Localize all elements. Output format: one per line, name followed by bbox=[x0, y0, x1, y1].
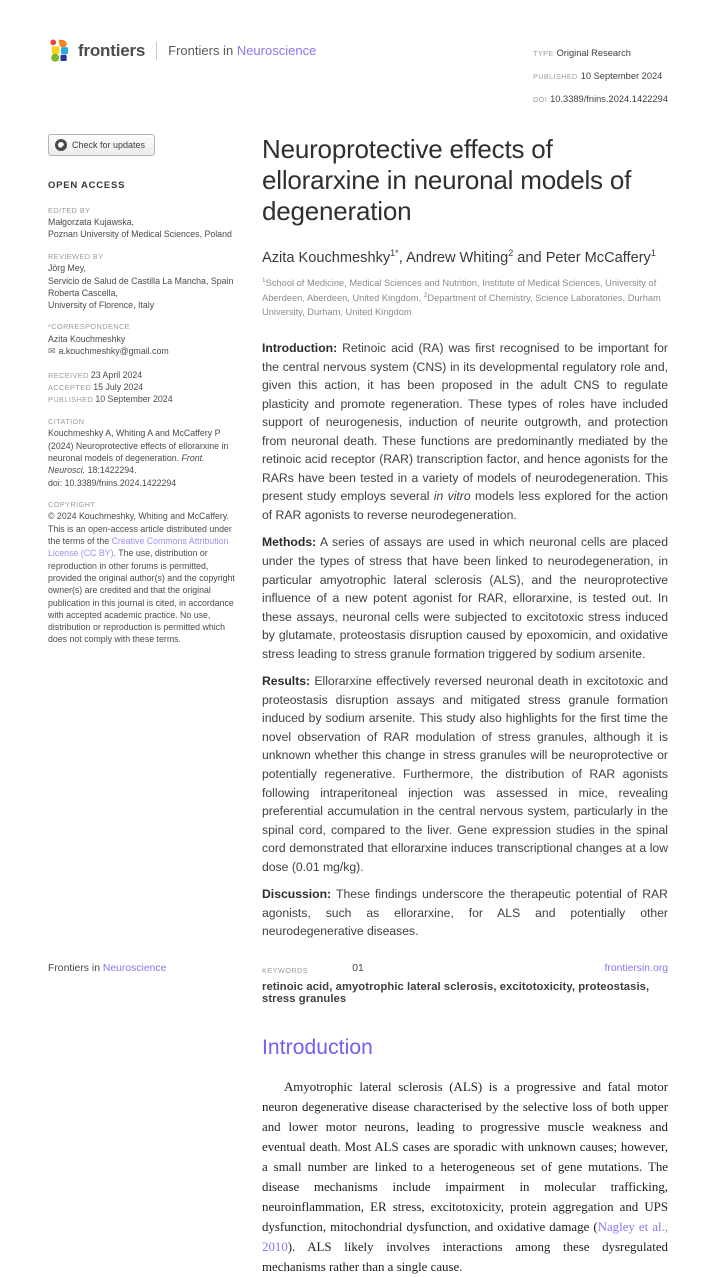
correspondence-email-row bbox=[48, 345, 236, 358]
meta-doi-value: 10.3389/fnins.2024.1422294 bbox=[550, 94, 668, 105]
content-columns bbox=[0, 110, 707, 1277]
introduction-paragraph bbox=[262, 1077, 668, 1277]
editor-affiliation: Poznan University of Medical Sciences, Poland bbox=[48, 229, 232, 240]
meta-type-label: TYPE bbox=[533, 49, 554, 58]
correspondence-email-link[interactable]: a.kouchmeshky@gmail.com bbox=[58, 346, 169, 357]
meta-published-label: PUBLISHED bbox=[533, 72, 578, 82]
abstract-discussion bbox=[262, 885, 668, 941]
citation-group bbox=[48, 417, 236, 489]
accepted-label: ACCEPTED bbox=[48, 383, 92, 393]
reviewer-affiliation: University of Florence, Italy bbox=[48, 300, 155, 311]
copyright-group bbox=[48, 500, 236, 646]
author-2-sup: 2 bbox=[508, 248, 514, 259]
accepted-row bbox=[48, 381, 236, 393]
abstract-methods-label: Methods: bbox=[262, 535, 317, 550]
page-header bbox=[0, 0, 707, 110]
copyright-label: COPYRIGHT bbox=[48, 499, 96, 509]
received-label: RECEIVED bbox=[48, 370, 89, 380]
crossmark-icon bbox=[55, 139, 67, 151]
affiliation-2-sup: 2 bbox=[423, 292, 428, 300]
dates-group bbox=[48, 369, 236, 406]
author-1[interactable]: Azita Kouchmeshky bbox=[262, 249, 391, 266]
introduction-text-after: ). ALS likely involves interactions among these dysregulated mechanisms rather than a single cause. bbox=[262, 1239, 668, 1274]
cc-by-license-link[interactable]: Creative Commons Attribution License (CC BY) bbox=[48, 535, 229, 559]
editor-name: Małgorzata Kujawska, bbox=[48, 217, 135, 228]
citation-doi: doi: 10.3389/fnins.2024.1422294 bbox=[48, 477, 177, 488]
abstract-methods bbox=[262, 533, 668, 663]
correspondence-name: Azita Kouchmeshky bbox=[48, 333, 126, 344]
abstract-results bbox=[262, 672, 668, 876]
author-separator: and bbox=[513, 249, 546, 266]
meta-type-row bbox=[533, 40, 668, 63]
reviewed-by-label: REVIEWED BY bbox=[48, 251, 104, 261]
received-row bbox=[48, 369, 236, 381]
article-title: Neuroprotective effects of ellorarxine in neuronal models of degeneration bbox=[262, 133, 632, 226]
journal-prefix: Frontiers in bbox=[168, 43, 234, 58]
open-access-badge: OPEN ACCESS bbox=[48, 179, 126, 191]
accepted-value: 15 July 2024 bbox=[93, 382, 144, 393]
envelope-icon: ✉ bbox=[48, 346, 56, 357]
footer-site-link[interactable]: frontiersin.org bbox=[604, 963, 668, 974]
meta-doi-label: DOI bbox=[533, 95, 548, 105]
meta-published-row bbox=[533, 63, 668, 86]
authors-line bbox=[262, 248, 668, 266]
abstract-methods-text: A series of assays are used in which neuronal cells are placed under the types of stress that have been linked to neurodegeneration, in particular amyotrophic lateral sclerosis (ALS), and the neuroprotective influence of a new potent agonist for RAR, ellorarxine, is tested out. In these assays, neuronal cells were subjected to excitotoxic stress induced by glutamate, proteostasis disruption caused by epoxomicin, and oxidative stress leading to stress granule formation triggered by sodium arsenite. bbox=[262, 535, 668, 661]
reviewer-name: Jörg Mey, bbox=[48, 263, 86, 274]
article-main bbox=[262, 134, 668, 1277]
journal-name-link[interactable]: Neuroscience bbox=[236, 43, 317, 58]
publication-meta bbox=[533, 38, 668, 110]
brand-divider bbox=[156, 42, 157, 60]
frontiers-wordmark: frontiers bbox=[78, 40, 146, 60]
check-for-updates-button[interactable] bbox=[48, 134, 155, 156]
reviewer-affiliation: Servicio de Salud de Castilla La Mancha, Spain bbox=[48, 275, 234, 286]
published-label: PUBLISHED bbox=[48, 395, 94, 405]
article-sidebar bbox=[48, 134, 236, 1277]
copyright-text bbox=[48, 510, 236, 645]
published-value: 10 September 2024 bbox=[95, 394, 173, 405]
abstract-introduction-label: Introduction: bbox=[262, 340, 338, 355]
author-1-sup: 1* bbox=[390, 248, 399, 259]
abstract-introduction bbox=[262, 339, 668, 524]
meta-type-value: Original Research bbox=[556, 48, 631, 58]
keywords-label: KEYWORDS bbox=[262, 965, 309, 975]
author-separator: , bbox=[398, 249, 406, 266]
meta-published-value: 10 September 2024 bbox=[580, 71, 663, 82]
copyright-text-after: . The use, distribution or reproduction in other forums is permitted, provided the original author(s) and the copyright owner(s) are credited and that the original publication in this journal is cited, in accordance with accepted academic practice. No use, distribution or reproduction is permitted which does not comply with these terms. bbox=[48, 548, 235, 645]
edited-by-group bbox=[48, 206, 236, 241]
introduction-heading: Introduction bbox=[262, 1035, 373, 1059]
meta-doi-row bbox=[533, 86, 668, 109]
keywords-text: retinoic acid, amyotrophic lateral sclerosis, excitotoxicity, proteostasis, stress granules bbox=[262, 980, 650, 1005]
check-for-updates-label: Check for updates bbox=[72, 139, 146, 150]
citation-text-after: 18:1422294. bbox=[85, 465, 137, 476]
citation-text bbox=[48, 427, 236, 476]
citation-label: CITATION bbox=[48, 416, 85, 426]
affiliation-1-sup: 1 bbox=[262, 276, 266, 284]
brand bbox=[48, 38, 316, 63]
affiliation-2: Department of Chemistry, Science Laboratories, Durham University, Durham, United Kingdom bbox=[262, 293, 661, 318]
abstract-introduction-text-after: models less explored for the action of RAR agonists to reverse neurodegeneration. bbox=[262, 489, 668, 522]
footer-journal-link[interactable]: Neuroscience bbox=[102, 963, 167, 974]
reviewer-name: Roberta Cascella, bbox=[48, 287, 118, 298]
citation-text-before: Kouchmeshky A, Whiting A and McCaffery P (2024) Neuroprotective effects of ellorarxine in neuronal models of degeneration. bbox=[48, 428, 229, 463]
abstract bbox=[262, 339, 668, 941]
abstract-introduction-text: Retinoic acid (RA) was first recognised to be important for the central nervous system (CNS) in its developmental regulatory role and, given this action, it has been proposed in the adult CNS to regulate plasticity and promote regeneration. These types of roles have included support of neurogenesis, induction of neurite outgrowth, and protection from neuronal death. These functions are predominantly mediated by the retinoic acid receptor (RAR) transcription factor, and hence agonists for the RARs have been tested in a variety of models of neurodegeneration. This present study employs several bbox=[262, 340, 668, 504]
abstract-discussion-label: Discussion: bbox=[262, 887, 332, 902]
footer-journal-prefix: Frontiers in bbox=[48, 963, 103, 974]
received-value: 23 April 2024 bbox=[90, 369, 143, 380]
affiliations bbox=[262, 276, 668, 320]
page-footer bbox=[48, 963, 668, 974]
reviewed-by-group bbox=[48, 252, 236, 312]
citation-journal: Front. Neurosci. bbox=[48, 452, 205, 476]
journal-title bbox=[168, 43, 316, 58]
author-3[interactable]: Peter McCaffery bbox=[545, 249, 651, 266]
abstract-results-label: Results: bbox=[262, 674, 311, 689]
edited-by-label: EDITED BY bbox=[48, 205, 91, 215]
frontiers-logo-icon bbox=[48, 38, 71, 63]
page-number: 01 bbox=[352, 963, 364, 974]
abstract-results-text: Ellorarxine effectively reversed neuronal death in excitotoxic and proteostasis disruption assays and mitigated stress granule formation induced by sodium arsenite. This study also highlights for the first time the novel observation of RAR modulation of stress granules, although it is unknown whether this change in stress granules will be neuroprotective or potentially regenerative. Furthermore, the distribution of RAR agonists following intraperitoneal injection was assessed in mice, revealing preferential accumulation in the central nervous system, particularly in the spinal cord, compared to the liver. Gene expression studies in the spinal cord demonstrated that ellorarxine induces transcriptional changes at a low dose (0.01 mg/kg). bbox=[262, 674, 668, 874]
abstract-discussion-text: These findings underscore the therapeutic potential of RAR agonists, such as ellorarxine, for ALS and potentially other neurodegenerative diseases. bbox=[262, 887, 668, 939]
introduction-text-before: Amyotrophic lateral sclerosis (ALS) is a progressive and fatal motor neuron degenerative disease characterised by the selective loss of both upper and lower motor neurons, leading to progressive muscle weakness and eventual death. Most ALS cases are sporadic with unknown causes; however, a small number are linked to a heterogeneous set of gene mutations. The disease mechanisms include impairment in molecular trafficking, neuroinflammation, ER stress, excitotoxicity, protein aggregation and UPS dysfunction, mitochondrial dysfunction, and oxidative damage ( bbox=[262, 1079, 668, 1234]
abstract-introduction-italic: in vitro bbox=[433, 489, 471, 504]
affiliation-1: School of Medicine, Medical Sciences and Nutrition, Institute of Medical Sciences, University of Aberdeen, Aberdeen, United Kingdom, bbox=[262, 278, 657, 304]
published-row bbox=[48, 393, 236, 405]
nagley-citation-link[interactable]: Nagley et al., 2010 bbox=[262, 1219, 668, 1254]
correspondence-group bbox=[48, 322, 236, 357]
author-2[interactable]: Andrew Whiting bbox=[406, 249, 509, 266]
author-3-sup: 1 bbox=[650, 248, 656, 259]
correspondence-label: *CORRESPONDENCE bbox=[48, 322, 130, 332]
copyright-text-before: © 2024 Kouchmeshky, Whiting and McCaffery. This is an open-access article distributed under the terms of the bbox=[48, 511, 232, 546]
footer-journal bbox=[48, 963, 166, 974]
